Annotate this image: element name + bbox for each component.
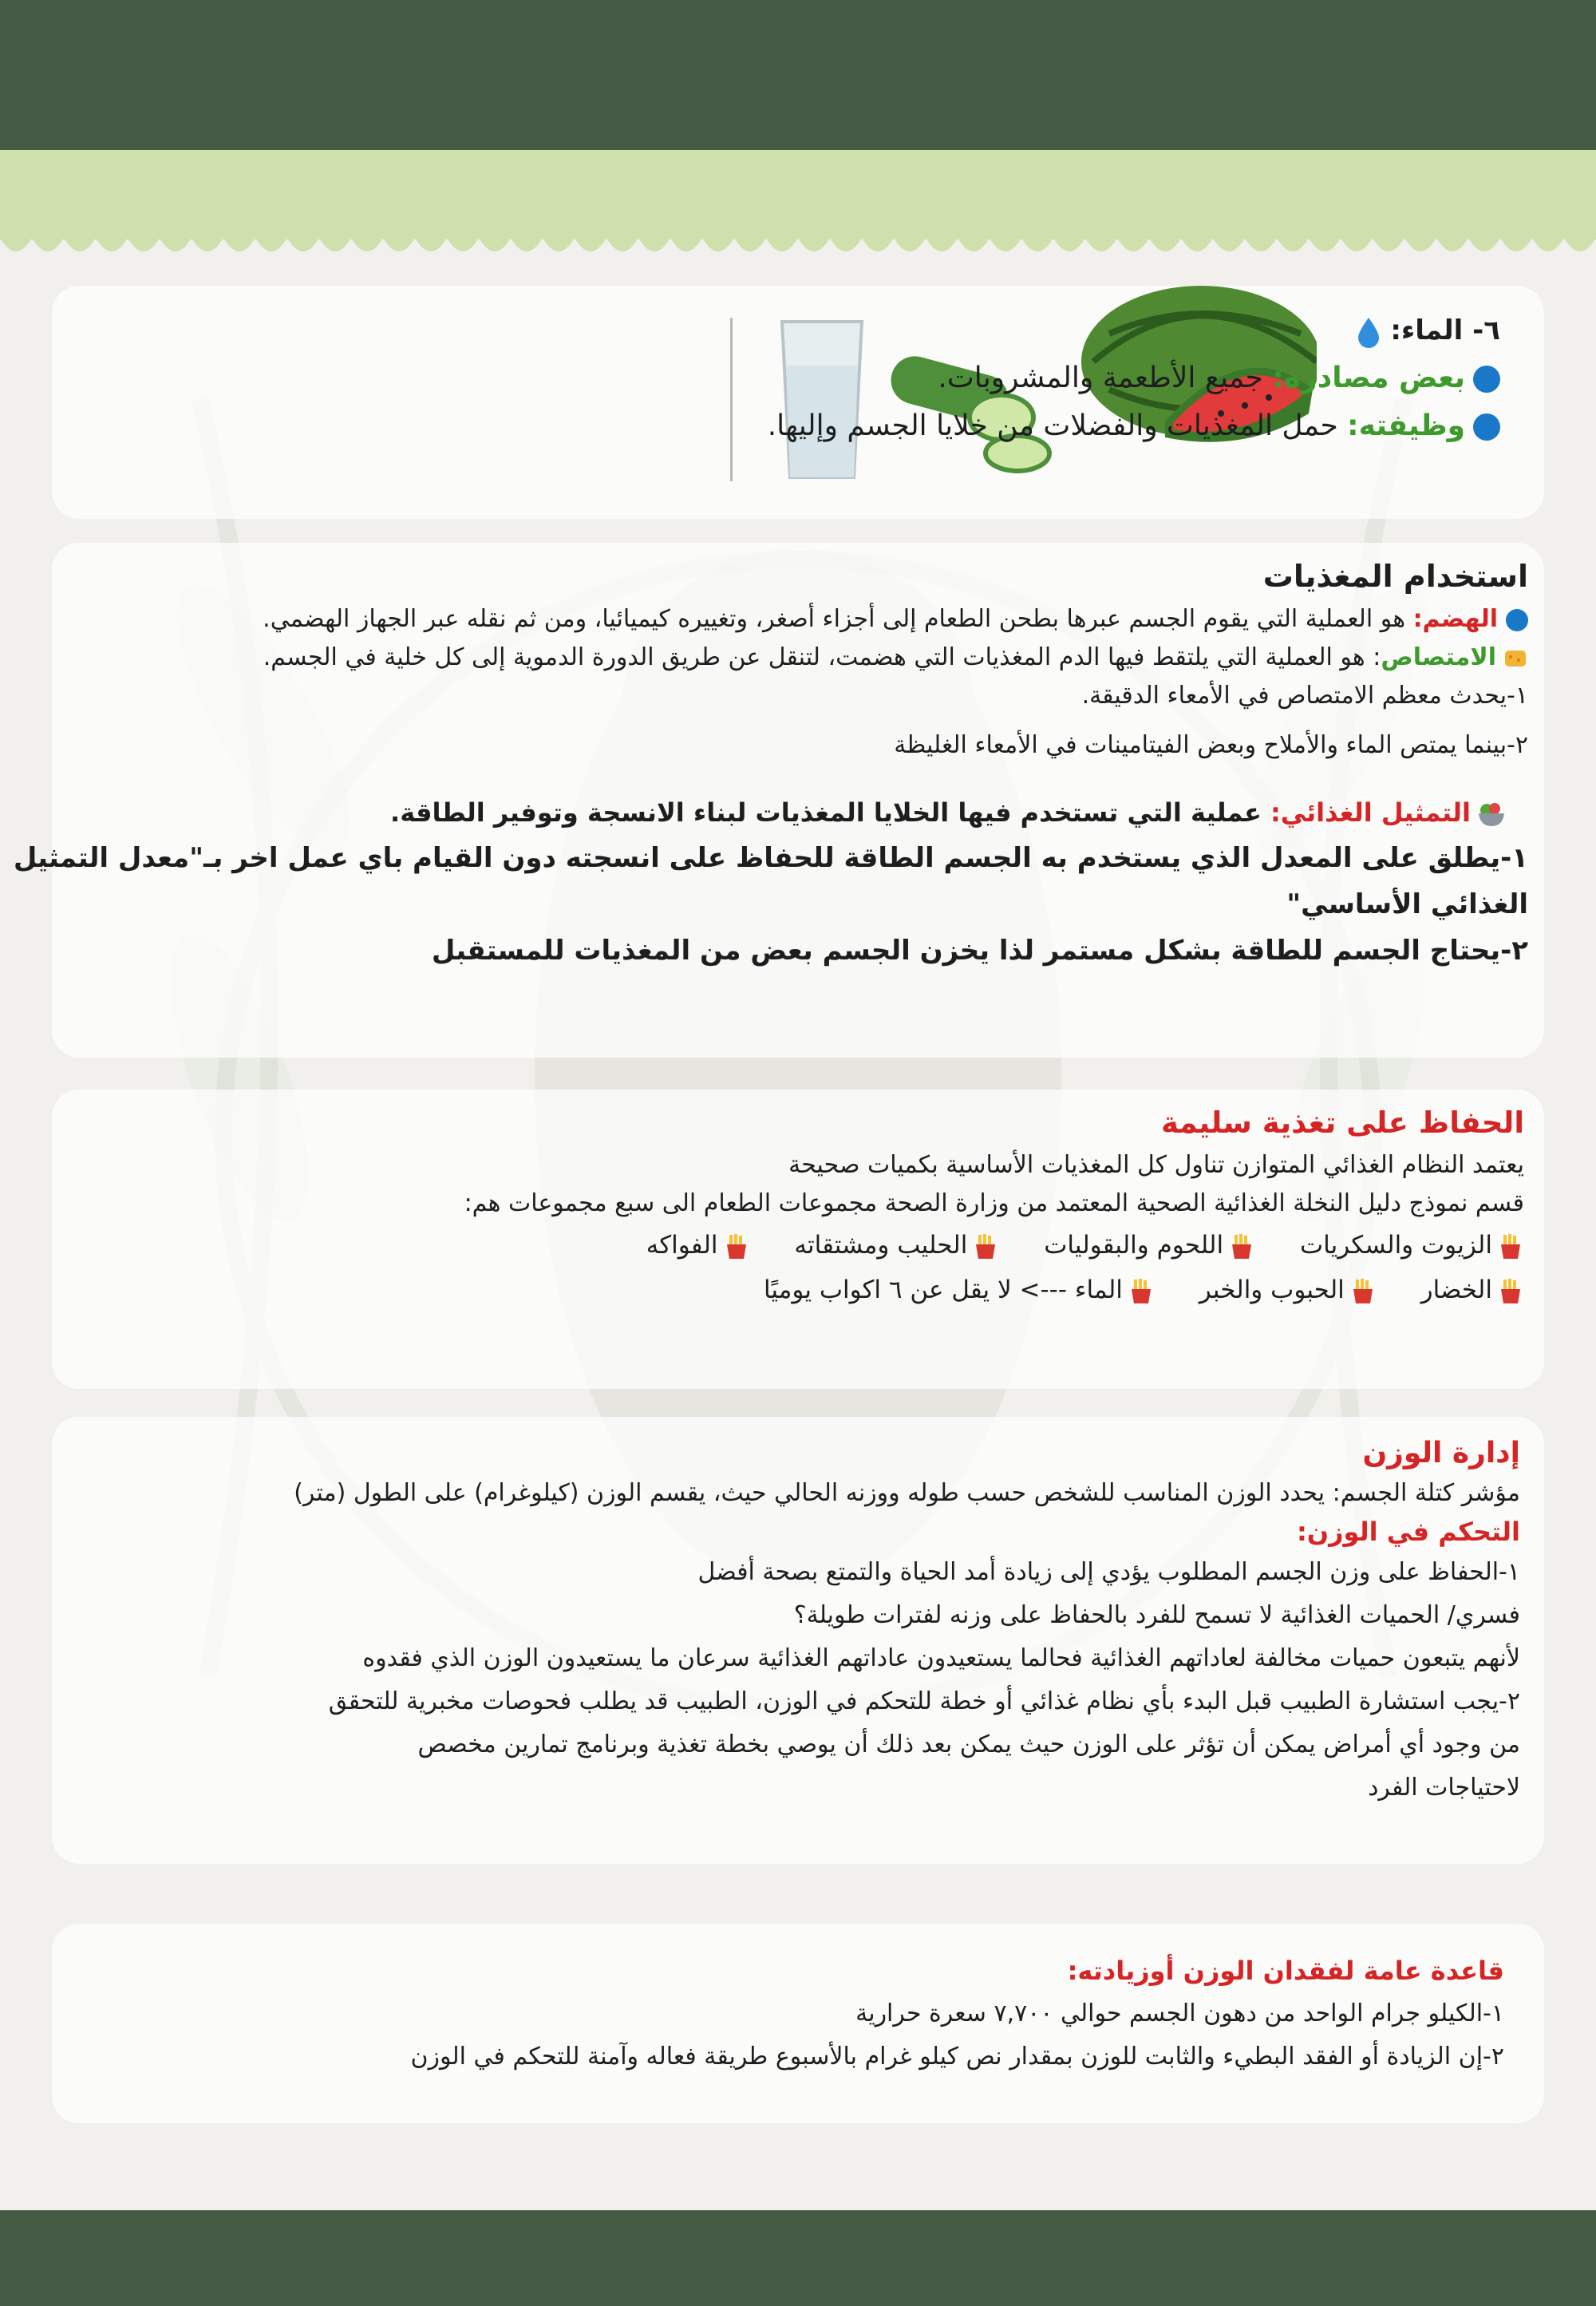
bullet-dot [1506,609,1528,631]
fries-icon [1497,1233,1524,1260]
weight-management-card [52,1417,1544,1864]
rule-title: قاعدة عامة لفقدان الوزن أوزيادته: [1067,1956,1504,1986]
weight-line-2: فسري/ الحميات الغذائية لا تسمح للفرد بالحفاظ على وزنه لفترات طويلة؟ [793,1601,1520,1629]
weight-rule-card [52,1924,1544,2123]
rule-line-2: ٢-إن الزيادة أو الفقد البطيء والثابت للوزن بمقدار نص كيلو غرام بالأسبوع طريقة فعاله وآمنة للتحكم في الوزن [410,2043,1504,2071]
bmi-text: مؤشر كتلة الجسم: يحدد الوزن المناسب للشخص حسب طوله ووزنه الحالي حيث، يقسم الوزن (كيلوغرام) على الطول (متر) [294,1479,1520,1507]
water-sources-text: جميع الأطعمة والمشروبات. [938,362,1273,394]
absorption-label: الامتصاص [1381,643,1496,671]
weight-line-3: لأنهم يتبعون حميات مخالفة لعاداتهم الغذائية فحالما يستعيدون عاداتهم الغذائية سرعان ما يستعيدون الوزن الذي فقدوه [362,1644,1520,1672]
food-group-meat-legumes: اللحوم والبقوليات [1044,1231,1224,1260]
absorption-point-1: ١-يحدث معظم الامتصاص في الأمعاء الدقيقة. [1081,682,1528,710]
weight-control-title: التحكم في الوزن: [1297,1517,1520,1547]
water-function-text: حمل المغذيات والفضلات من خلايا الجسم وإليها. [767,409,1348,442]
water-sources-label: بعض مصادره: [1272,362,1465,394]
absorption-text: : هو العملية التي يلتقط فيها الدم المغذيات التي هضمت، لتنقل عن طريق الدورة الدموية إلى كل خلية في الجسم. [263,643,1381,671]
fries-icon [1349,1278,1377,1305]
bullet-dot [1473,413,1500,441]
salad-bowl-icon [1477,801,1506,828]
weight-line-1: ١-الحفاظ على وزن الجسم المطلوب يؤدي إلى زيادة أمد الحياة والتمتع بصحة أفضل [697,1558,1520,1586]
divider-line [730,318,733,481]
water-title: ٦- الماء: [1390,314,1500,346]
food-group-dairy: الحليب ومشتقاته [794,1231,968,1260]
fries-icon [972,1233,999,1260]
fries-icon [1497,1278,1524,1305]
fries-icon [1128,1278,1155,1305]
metabolism-point-1-line-2: الغذائي الأساسي" [1286,888,1528,920]
metabolism-point-1-line-1: ١-يطلق على المعدل الذي يستخدم به الجسم الطاقة للحفاظ على انسجته دون القيام باي عمل اخر بـ"معدل التمثيل [13,842,1528,874]
water-drop-icon [1357,316,1381,348]
metabolism-point-2: ٢-يحتاج الجسم للطاقة بشكل مستمر لذا يخزن الجسم بعض من المغذيات للمستقبل [431,935,1528,967]
water-function-label: وظيفته: [1347,409,1465,442]
rule-line-1: ١-الكيلو جرام الواحد من دهون الجسم حوالي ٧,٧٠٠ سعرة حرارية [855,1999,1504,2027]
fries-icon [1228,1233,1255,1260]
nutrients-use-card [13,543,1544,1058]
food-group-fruits: الفواكه [646,1231,718,1260]
sponge-icon [1503,646,1528,671]
food-group-water: الماء ---> لا يقل عن ٦ اكواب يوميًا [763,1276,1123,1304]
healthy-nutrition-card [52,1090,1544,1389]
weight-title: إدارة الوزن [1362,1437,1520,1469]
healthy-nutrition-title: الحفاظ على تغذية سليمة [1161,1106,1524,1140]
food-group-oils-sugars: الزيوت والسكريات [1299,1231,1492,1260]
food-group-grains-bread: الحبوب والخبر [1199,1276,1345,1304]
bullet-dot [1473,366,1500,393]
digestion-text: هو العملية التي يقوم الجسم عبرها بطحن الطعام إلى أجزاء أصغر، وتغييره كيميائيا، ومن ثم نقله عبر الجهاز الهضمي. [263,605,1413,633]
metabolism-text: عملية التي تستخدم فيها الخلايا المغذيات لبناء الانسجة وتوفير الطاقة. [390,797,1270,828]
weight-line-5: من وجود أي أمراض يمكن أن تؤثر على الوزن حيث يمكن بعد ذلك أن يوصي بخطة تغذية وبرنامج تمارين مخصص [417,1730,1520,1758]
nutrients-use-title: استخدام المغذيات [1262,559,1528,594]
digestion-label: الهضم: [1412,605,1498,633]
fries-icon [723,1233,750,1260]
weight-line-4: ٢-يجب استشارة الطبيب قبل البدء بأي نظام غذائي أو خطة للتحكم في الوزن، الطبيب قد يطلب فحوصات مخبرية للتحقق [328,1687,1520,1715]
healthy-nutrition-line-1: يعتمد النظام الغذائي المتوازن تناول كل المغذيات الأساسية بكميات صحيحة [788,1151,1524,1179]
food-group-vegetables: الخضار [1420,1276,1492,1304]
absorption-point-2: ٢-بينما يمتص الماء والأملاح وبعض الفيتامينات في الأمعاء الغليظة [894,731,1528,759]
healthy-nutrition-line-2: قسم نموذج دليل النخلة الغذائية الصحية المعتمد من وزارة الصحة مجموعات الطعام الى سبع مجموعات هم: [464,1189,1524,1217]
metabolism-label: التمثيل الغذائي: [1270,797,1471,828]
water-card [52,286,1544,519]
weight-line-6: لاحتياجات الفرد [1368,1774,1520,1802]
